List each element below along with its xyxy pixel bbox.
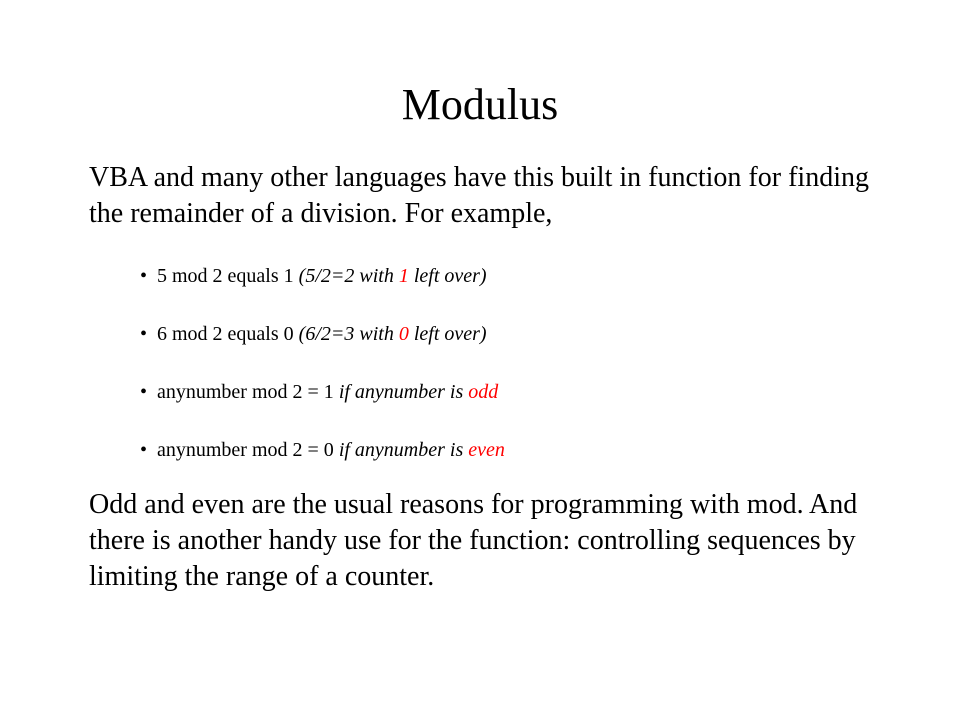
list-item [140, 320, 860, 348]
bullet-icon: • [140, 439, 148, 461]
note-after: left over) [408, 265, 487, 287]
bullet-icon: • [140, 381, 148, 403]
bullet-text: 5 mod 2 equals 1 [152, 265, 299, 287]
list-item [140, 262, 860, 290]
note-highlight: even [468, 439, 505, 461]
list-item [140, 436, 860, 464]
bullet-text: anynumber mod 2 = 0 [152, 439, 339, 461]
note-after: left over) [408, 323, 487, 345]
note-highlight: odd [468, 381, 499, 403]
bullet-icon: • [140, 323, 148, 345]
bullet-note [299, 265, 487, 287]
note-before: if anynumber is [338, 439, 469, 461]
list-item [140, 378, 860, 406]
bullet-icon: • [140, 265, 148, 287]
bullet-note [339, 381, 498, 403]
slide-title: Modulus [401, 80, 559, 129]
note-before: (5/2=2 with [298, 265, 399, 287]
intro-paragraph: VBA and many other languages have this built in function for finding the remainder of a division. For example, [89, 162, 869, 229]
bullet-note [339, 439, 505, 461]
bullet-text: anynumber mod 2 = 1 [152, 381, 339, 403]
note-highlight: 1 [398, 265, 409, 287]
note-before: if anynumber is [338, 381, 469, 403]
note-before: (6/2=3 with [298, 323, 399, 345]
bullet-note [299, 323, 487, 345]
outro-paragraph: Odd and even are the usual reasons for programming with mod. And there is another handy use for the function: controlling sequences by limiting the range of a counter. [89, 489, 858, 592]
example-list [140, 262, 860, 494]
note-highlight: 0 [398, 323, 409, 345]
bullet-text: 6 mod 2 equals 0 [152, 323, 299, 345]
